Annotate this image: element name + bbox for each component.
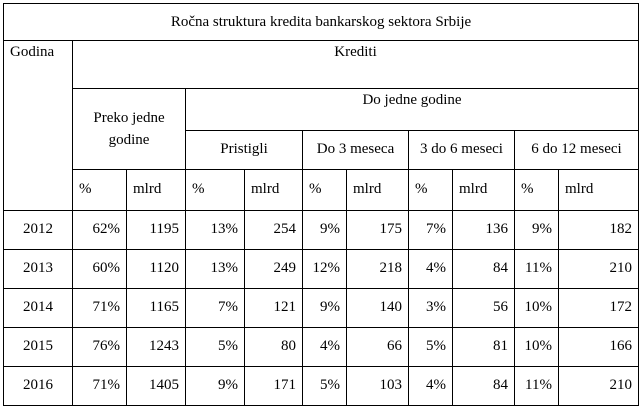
data-cell: 84 — [453, 366, 515, 405]
data-cell: 62% — [73, 210, 127, 249]
do-jedne-godine-header: Do jedne godine — [186, 88, 639, 130]
data-cell: 1195 — [127, 210, 186, 249]
data-cell: 66 — [347, 327, 409, 366]
year-cell: 2015 — [4, 327, 73, 366]
table-row — [4, 249, 639, 288]
unit-pct: % — [303, 169, 347, 210]
data-cell: 182 — [559, 210, 639, 249]
unit-mlrd: mlrd — [127, 169, 186, 210]
data-cell: 136 — [453, 210, 515, 249]
krediti-header: Krediti — [73, 41, 639, 89]
data-cell: 4% — [409, 366, 453, 405]
data-cell: 13% — [186, 249, 245, 288]
data-cell: 7% — [186, 288, 245, 327]
data-cell: 1165 — [127, 288, 186, 327]
data-cell: 71% — [73, 288, 127, 327]
unit-pct: % — [186, 169, 245, 210]
unit-pct: % — [409, 169, 453, 210]
data-cell: 4% — [303, 327, 347, 366]
unit-pct: % — [515, 169, 559, 210]
data-cell: 4% — [409, 249, 453, 288]
table-row — [4, 210, 639, 249]
data-cell: 210 — [559, 249, 639, 288]
data-cell: 71% — [73, 366, 127, 405]
data-cell: 76% — [73, 327, 127, 366]
data-cell: 1405 — [127, 366, 186, 405]
data-cell: 175 — [347, 210, 409, 249]
data-cell: 9% — [303, 288, 347, 327]
data-cell: 1120 — [127, 249, 186, 288]
table-title: Ročna struktura kredita bankarskog sektora Srbije — [4, 4, 639, 41]
credit-structure-table — [3, 3, 639, 406]
data-cell: 13% — [186, 210, 245, 249]
data-cell: 5% — [186, 327, 245, 366]
6-do-12-meseci-header: 6 do 12 meseci — [515, 130, 639, 169]
pristigli-header: Pristigli — [186, 130, 303, 169]
godina-header: Godina — [4, 41, 73, 89]
unit-pct: % — [73, 169, 127, 210]
unit-mlrd: mlrd — [559, 169, 639, 210]
year-cell: 2013 — [4, 249, 73, 288]
data-cell: 9% — [186, 366, 245, 405]
data-cell: 11% — [515, 249, 559, 288]
data-cell: 140 — [347, 288, 409, 327]
data-cell: 121 — [245, 288, 303, 327]
table-row — [4, 288, 639, 327]
data-cell: 171 — [245, 366, 303, 405]
data-cell: 60% — [73, 249, 127, 288]
data-cell: 9% — [303, 210, 347, 249]
year-cell: 2016 — [4, 366, 73, 405]
data-cell: 11% — [515, 366, 559, 405]
data-cell: 210 — [559, 366, 639, 405]
data-cell: 218 — [347, 249, 409, 288]
3-do-6-meseci-header: 3 do 6 meseci — [409, 130, 515, 169]
data-cell: 5% — [409, 327, 453, 366]
data-cell: 249 — [245, 249, 303, 288]
data-cell: 10% — [515, 288, 559, 327]
year-cell: 2012 — [4, 210, 73, 249]
data-cell: 172 — [559, 288, 639, 327]
unit-mlrd: mlrd — [347, 169, 409, 210]
data-cell: 166 — [559, 327, 639, 366]
table-row — [4, 366, 639, 405]
data-cell: 12% — [303, 249, 347, 288]
data-cell: 5% — [303, 366, 347, 405]
data-cell: 103 — [347, 366, 409, 405]
data-cell: 1243 — [127, 327, 186, 366]
data-cell: 10% — [515, 327, 559, 366]
unit-mlrd: mlrd — [453, 169, 515, 210]
data-cell: 7% — [409, 210, 453, 249]
table-row — [4, 327, 639, 366]
data-cell: 3% — [409, 288, 453, 327]
do-3-meseca-header: Do 3 meseca — [303, 130, 409, 169]
year-cell: 2014 — [4, 288, 73, 327]
data-cell: 56 — [453, 288, 515, 327]
godina-spacer-cell — [4, 88, 73, 210]
data-cell: 9% — [515, 210, 559, 249]
data-cell: 81 — [453, 327, 515, 366]
data-cell: 254 — [245, 210, 303, 249]
unit-mlrd: mlrd — [245, 169, 303, 210]
data-cell: 80 — [245, 327, 303, 366]
data-cell: 84 — [453, 249, 515, 288]
preko-jedne-godine-header: Preko jedne godine — [73, 88, 186, 169]
